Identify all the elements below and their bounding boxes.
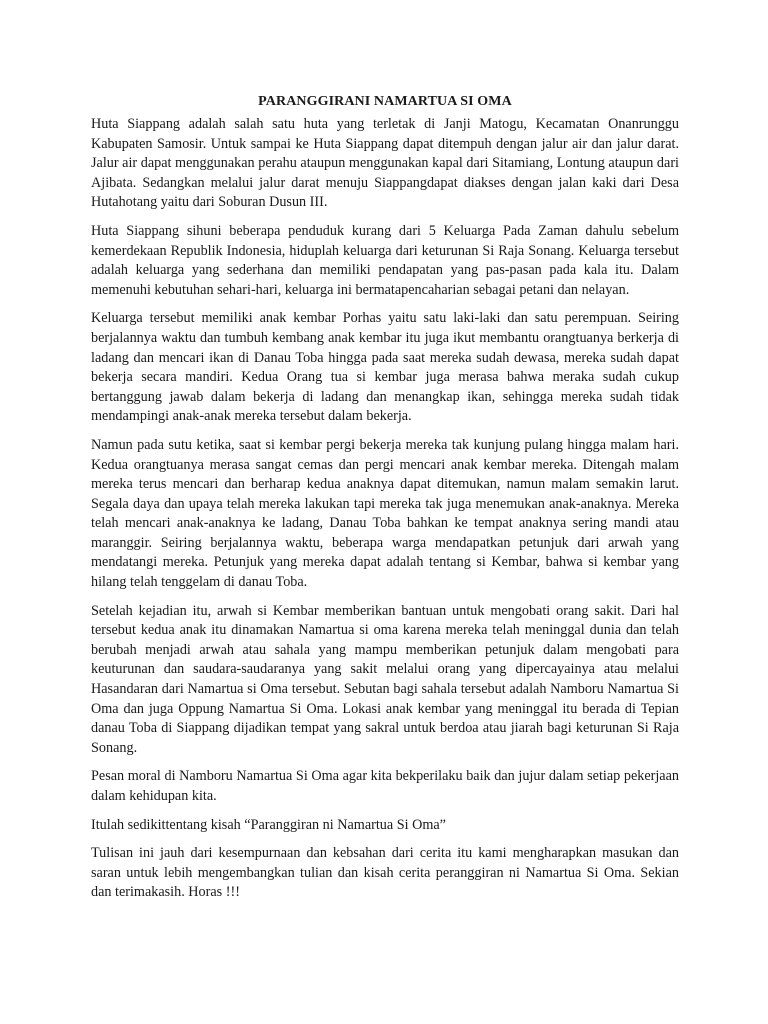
paragraph-twins: Keluarga tersebut memiliki anak kembar Porhas yaitu satu laki-laki dan satu perempuan. Seiring berjalannya waktu dan tumbuh kembang anak kembar itu juga ikut membantu orangtuanya berkerja di ladang dan mencari ikan di Danau Toba hingga pada saat mereka sudah dewasa, mereka sudah dapat bekerja secara mandiri. Kedua Orang tua si kembar juga merasa bahwa meraka sudah cukup bertanggung jawab dalam bekerja di ladang dan menangkap ikan, sehingga mereka sudah tidak mendampingi anak-anak mereka tersebut dalam bekerja. bbox=[91, 310, 679, 425]
paragraph-family: Huta Siappang sihuni beberapa penduduk kurang dari 5 Keluarga Pada Zaman dahulu sebelum kemerdekaan Republik Indonesia, hiduplah keluarga dari keturunan Si Raja Sonang. Keluarga tersebut adalah keluarga yang sederhana dan memiliki pendapatan yang pas-pasan pada kala itu. Dalam memenuhi kebutuhan sehari-hari, keluarga ini bermatapencaharian sebagai petani dan nelayan. bbox=[91, 222, 679, 298]
paragraph-closing-story: Itulah sedikittentang kisah “Paranggiran ni Namartua Si Oma” bbox=[91, 816, 446, 833]
paragraph-disappearance: Namun pada sutu ketika, saat si kembar pergi bekerja mereka tak kunjung pulang hingga malam hari. Kedua orangtuanya merasa sangat cemas dan pergi mencari anak kembar mereka. Ditengah malam mereka terus mencari dan berharap kedua anaknya dapat ditemukan, namun malam semakin larut. Segala daya dan upaya telah mereka lakukan tapi mereka tak juga menemukan anak-anaknya. Mereka telah mencari anak-anaknya ke ladang, Danau Toba bahkan ke tempat anaknya sering mandi atau maranggir. Seiring berjalannya waktu, beberapa warga mendapatkan petunjuk dari arwah yang mendatangi mereka. Petunjuk yang mereka dapat adalah tentang si Kembar, bahwa si kembar yang hilang telah tenggelam di danau Toba. bbox=[91, 436, 679, 591]
document-title: PARANGGIRANI NAMARTUA SI OMA bbox=[258, 94, 512, 109]
paragraph-namartua: Setelah kejadian itu, arwah si Kembar memberikan bantuan untuk mengobati orang sakit. Dari hal tersebut kedua anak itu dinamakan Namartua si oma karena mereka telah meninggal dunia dan telah berubah menjadi arwah atau sahala yang mampu memberikan petunjuk dalam mengobati para keuturunan dan saudara-saudaranya yang sakit melalui orang yang dipercayainya atau melalui Hasandaran dari Namartua si Oma tersebut. Sebutan bagi sahala tersebut adalah Namboru Namartua Si Oma dan juga Oppung Namartua Si Oma. Lokasi anak kembar yang meninggal itu berada di Tepian danau Toba di Siappang dijadikan tempat yang sakral untuk berdoa atau jiarah bagi keturunan Si Raja Sonang. bbox=[91, 602, 679, 756]
paragraph-moral: Pesan moral di Namboru Namartua Si Oma agar kita bekperilaku baik dan jujur dalam setiap pekerjaan dalam kehidupan kita. bbox=[91, 768, 679, 804]
paragraph-location: Huta Siappang adalah salah satu huta yang terletak di Janji Matogu, Kecamatan Onanrunggu Kabupaten Samosir. Untuk sampai ke Huta Siappang dapat ditempuh dengan jalur air dan jalur darat. Jalur air dapat menggunakan perahu ataupun menggunakan kapal dari Sitamiang, Lontung ataupun dari Ajibata. Sedangkan melalui jalur darat menuju Siappangdapat diakses dengan jalan kaki dari Desa Hutahotang yaitu dari Soburan Dusun III. bbox=[91, 116, 679, 211]
paragraph-closing-note: Tulisan ini jauh dari kesempurnaan dan kebsahan dari cerita itu kami mengharapkan masukan dan saran untuk lebih mengembangkan tulian dan kisah cerita peranggiran ni Namartua Si Oma. Sekian dan terimakasih. Horas !!! bbox=[91, 845, 679, 901]
